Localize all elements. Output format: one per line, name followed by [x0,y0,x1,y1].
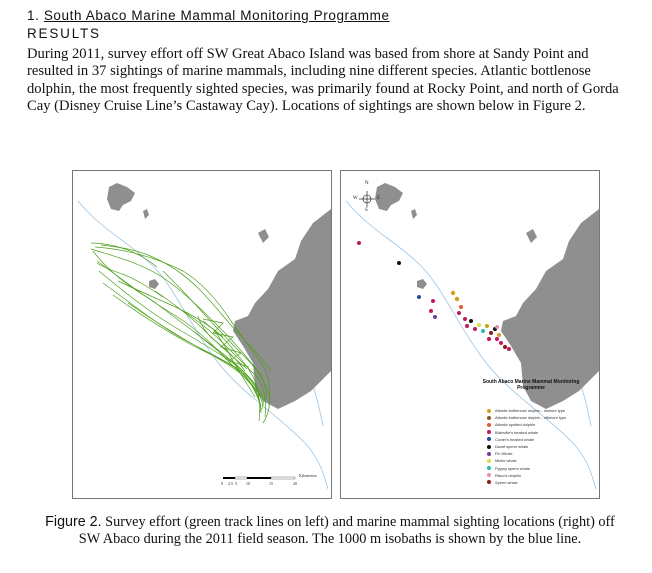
legend-label: Fin Whale [495,451,513,457]
legend-label: Pygmy sperm whale [495,465,531,471]
results-label: RESULTS [27,26,101,41]
sighting-point [507,347,511,351]
sighting-points [357,241,511,351]
legend-item [487,465,566,472]
scale-bar [223,477,295,479]
heading-title[interactable]: South Abaco Marine Mammal Monitoring Programme [43,8,390,23]
legend-label: Sperm whale [495,479,518,485]
sighting-point [469,319,473,323]
figure-label: Figure 2. [45,514,102,530]
legend-swatch [487,480,491,484]
legend-item [487,450,566,457]
left-land [107,183,331,409]
figure-caption [40,514,620,548]
sighting-point [463,317,467,321]
sighting-point [487,337,491,341]
legend-swatch [487,430,491,434]
compass-e: E [377,196,381,201]
results-paragraph: During 2011, survey effort off SW Great Abaco Island was based from shore at Sandy Point and resulted in 37 sightings of marine mammals, including nine different species. Atlantic bottlenose dolphin, the most frequently sighted species, was primarily found at Rocky Point, and north of Gorda Cay (Disney Cruise Line’s Castaway Cay). Locations of sightings are shown below in Figure 2. [27,46,619,115]
legend-swatch [487,416,491,420]
section-heading [27,8,390,23]
legend-swatch [487,445,491,449]
survey-effort-map-svg [73,171,331,498]
heading-number: 1. [27,8,40,23]
sighting-point [477,323,481,327]
legend-label: Blainville's beaked whale [495,429,539,435]
sighting-point [417,295,421,299]
legend-item [487,479,566,486]
legend-swatch [487,409,491,413]
sighting-point [489,331,493,335]
sighting-point [455,297,459,301]
sighting-point [457,311,461,315]
sighting-point [431,299,435,303]
sighting-point [495,337,499,341]
legend-swatch [487,459,491,463]
legend-swatch [487,473,491,477]
compass-n: N [365,181,369,186]
legend-item [487,457,566,464]
compass-w: W [353,196,358,201]
compass-rose [359,191,375,207]
figure-caption-text: Survey effort (green track lines on left) and marine mammal sighting locations (right) off SW Abaco during the 2011 field season. The 1000 m isobaths is shown by the blue line. [78,514,615,547]
legend-item [487,443,566,450]
survey-effort-map [72,170,332,499]
sighting-point [397,261,401,265]
legend-item [487,407,566,414]
sighting-point [465,324,469,328]
legend-item [487,421,566,428]
compass-s: S [365,208,368,213]
scale-tick-2: 5 [235,481,237,486]
scale-tick-4: 15 [269,481,273,486]
sighting-point [485,324,489,328]
legend-label: Atlantic bottlenose dolphin - inshore type [495,408,566,414]
sighting-point [357,241,361,245]
sighting-point [429,309,433,313]
legend-swatch [487,452,491,456]
scale-unit: Kilometers [299,473,317,478]
legend-item [487,436,566,443]
sighting-point [481,329,485,333]
legend-swatch [487,423,491,427]
legend-item [487,414,566,421]
legend-label: Cuvier's beaked whale [495,436,535,442]
legend-label: Risso's dolphin [495,472,522,478]
legend-label: Atlantic spotted dolphin [495,422,536,428]
scale-tick-5: 20 [293,481,297,486]
sighting-point [451,291,455,295]
sighting-point [433,315,437,319]
legend-swatch [487,437,491,441]
legend-label: Dwarf sperm whale [495,444,529,450]
legend-label: Minke whale [495,458,517,464]
legend-item [487,472,566,479]
scale-tick-1: 2.5 [228,481,233,486]
legend-item [487,429,566,436]
legend-title: South Abaco Marine Mammal Monitoring Programme [482,379,580,391]
legend-swatch [487,466,491,470]
sighting-point [499,341,503,345]
right-land [375,183,599,409]
scale-tick-3: 10 [246,481,250,486]
species-legend [487,407,566,486]
scale-tick-0: 0 [221,481,223,486]
sightings-map [340,170,600,499]
sighting-point [473,327,477,331]
sighting-point [503,345,507,349]
legend-label: Atlantic bottlenose dolphin - offshore type [495,415,567,421]
sighting-point [497,333,501,337]
sighting-point [495,325,499,329]
sighting-point [459,305,463,309]
